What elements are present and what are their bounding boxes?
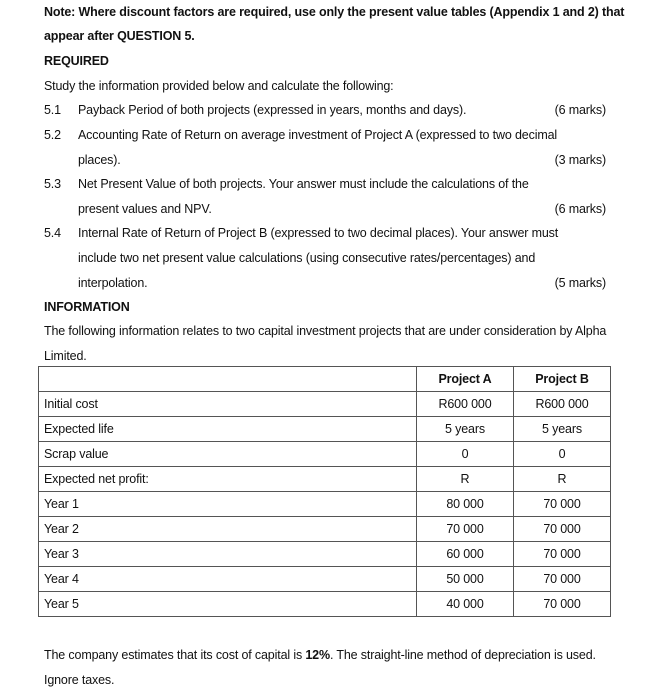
footer-part1: The company estimates that its cost of capital is <box>44 648 306 662</box>
project-a-value: 50 000 <box>417 567 514 592</box>
row-label: Year 5 <box>39 592 417 617</box>
project-a-value: 5 years <box>417 417 514 442</box>
table-row <box>39 567 611 592</box>
instruction-text: Study the information provided below and calculate the following: <box>44 79 394 93</box>
info-text: The following information relates to two capital investment projects that are under consideration by Alpha <box>44 324 607 338</box>
row-label: Expected life <box>39 417 417 442</box>
project-a-value: 80 000 <box>417 492 514 517</box>
row-label: Expected net profit: <box>39 467 417 492</box>
table-row <box>39 417 611 442</box>
table-row <box>39 467 611 492</box>
row-label: Scrap value <box>39 442 417 467</box>
information-heading: INFORMATION <box>44 300 130 314</box>
question-text: Internal Rate of Return of Project B (expressed to two decimal places). Your answer must <box>78 226 559 240</box>
table-row <box>39 592 611 617</box>
table-header-project-a: Project A <box>417 367 514 392</box>
project-b-value: 70 000 <box>514 567 611 592</box>
question-marks: (5 marks) <box>554 276 606 290</box>
table-row <box>39 542 611 567</box>
info-text-cont: Limited. <box>44 349 87 363</box>
project-b-value: 0 <box>514 442 611 467</box>
project-b-value: R600 000 <box>514 392 611 417</box>
project-b-value: 70 000 <box>514 492 611 517</box>
row-label: Initial cost <box>39 392 417 417</box>
project-b-value: 70 000 <box>514 542 611 567</box>
row-label: Year 1 <box>39 492 417 517</box>
project-b-value: 70 000 <box>514 592 611 617</box>
question-text: include two net present value calculations (using consecutive rates/percentages) and <box>78 251 536 265</box>
cost-of-capital-text <box>44 648 596 662</box>
investment-table <box>38 366 611 617</box>
table-header-project-b: Project B <box>514 367 611 392</box>
project-b-value: R <box>514 467 611 492</box>
question-marks: (6 marks) <box>554 202 606 216</box>
project-a-value: 70 000 <box>417 517 514 542</box>
question-number: 5.3 <box>44 177 61 191</box>
row-label: Year 3 <box>39 542 417 567</box>
question-text: Accounting Rate of Return on average investment of Project A (expressed to two decimal <box>78 128 558 142</box>
question-text: Payback Period of both projects (expressed in years, months and days). <box>78 103 467 117</box>
footer-part2: . The straight-line method of depreciation is used. <box>329 648 596 662</box>
question-text: Net Present Value of both projects. Your answer must include the calculations of the <box>78 177 529 191</box>
note-line: Note: Where discount factors are required, use only the present value tables (Appendix 1 and 2) that <box>44 5 625 19</box>
row-label: Year 2 <box>39 517 417 542</box>
question-text: places). <box>78 153 121 167</box>
question-marks: (3 marks) <box>554 153 606 167</box>
question-number: 5.1 <box>44 103 61 117</box>
table-row <box>39 492 611 517</box>
cost-of-capital-rate: 12% <box>305 648 330 662</box>
question-text: present values and NPV. <box>78 202 212 216</box>
table-row <box>39 442 611 467</box>
project-a-value: R <box>417 467 514 492</box>
row-label: Year 4 <box>39 567 417 592</box>
table-row <box>39 392 611 417</box>
question-marks: (6 marks) <box>554 103 606 117</box>
table-header-empty <box>39 367 417 392</box>
question-number: 5.4 <box>44 226 61 240</box>
question-number: 5.2 <box>44 128 61 142</box>
required-heading: REQUIRED <box>44 54 109 68</box>
table-header-row <box>39 367 611 392</box>
ignore-taxes-text: Ignore taxes. <box>44 673 115 687</box>
project-a-value: 40 000 <box>417 592 514 617</box>
project-b-value: 5 years <box>514 417 611 442</box>
project-a-value: R600 000 <box>417 392 514 417</box>
question-text: interpolation. <box>78 276 148 290</box>
project-a-value: 0 <box>417 442 514 467</box>
project-a-value: 60 000 <box>417 542 514 567</box>
note-continuation: appear after QUESTION 5. <box>44 29 195 43</box>
project-b-value: 70 000 <box>514 517 611 542</box>
table-row <box>39 517 611 542</box>
